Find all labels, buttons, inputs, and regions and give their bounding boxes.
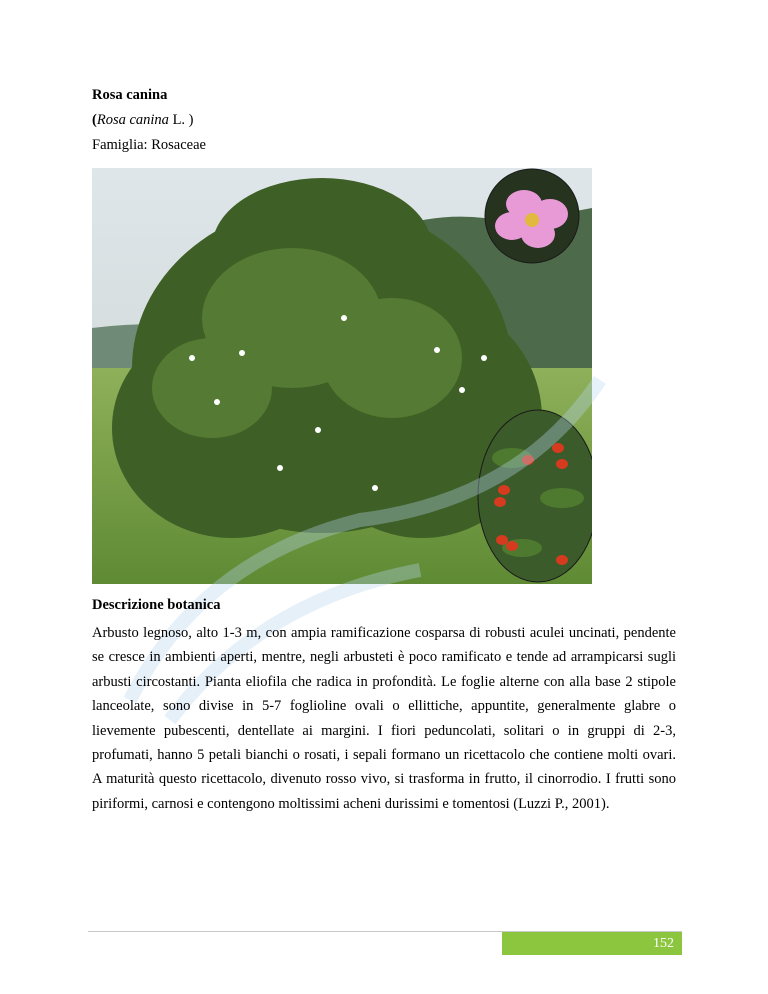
- paren-open: (: [92, 112, 97, 128]
- rosa-canina-photo: [92, 168, 592, 584]
- page-number: 152: [502, 932, 682, 955]
- scientific-author: L. ): [168, 112, 194, 128]
- description-text: Arbusto legnoso, alto 1-3 m, con ampia ramificazione cosparsa di robusti aculei uncinati, pendente se cresce in ambienti aperti, mentre, negli arbusteti è poco ramificato e tende ad arrampicarsi sugli arbusti circostanti. Pianta eliofila che radica in profondità. Le foglie alterne con alla base 2 stipole lanceolate, sono divise in 5-7 foglioline ovali o ellittiche, appuntite, generalmente glabre o lievemente pubescenti, dentellate ai margini. I fiori peduncolati, solitari o in gruppi di 2-3, profumati, hanno 5 petali bianchi o rosati, i sepali formano un ricettacolo che contiene molti ovari. A maturità questo ricettacolo, divenuto rosso vivo, si trasforma in frutto, il cinorrodio. I frutti sono piriformi, carnosi e contengono moltissimi acheni durissimi e tomentosi (Luzzi P., 2001).: [92, 625, 676, 812]
- scientific-name-line: [92, 111, 194, 129]
- scientific-name: Rosa canina: [96, 112, 169, 128]
- species-title: Rosa canina: [92, 87, 168, 103]
- family-line: Famiglia: Rosaceae: [92, 137, 206, 153]
- description-heading: Descrizione botanica: [92, 597, 221, 613]
